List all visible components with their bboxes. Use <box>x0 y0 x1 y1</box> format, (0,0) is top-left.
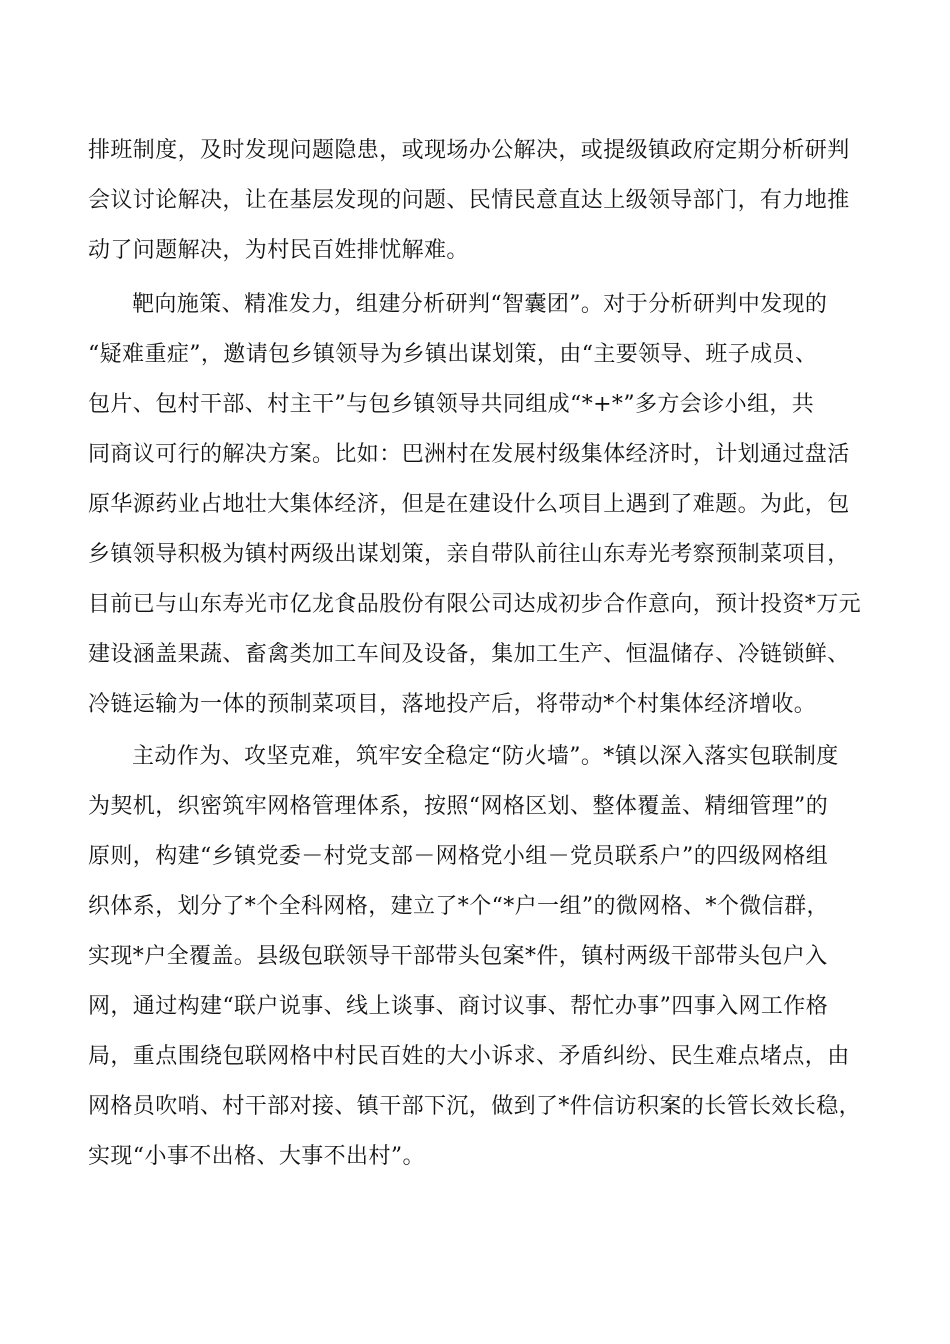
paragraph-2-line-3: 包片、包村干部、村主干”与包乡镇领导共同组成“*+*”多方会诊小组，共 <box>88 392 815 417</box>
paragraph-2-line-1: 靶向施策、精准发力，组建分析研判“智囊团”。对于分析研判中发现的 <box>132 292 828 317</box>
paragraph-1-line-3: 动了问题解决，为村民百姓排忧解难。 <box>88 238 469 263</box>
paragraph-1-line-1: 排班制度，及时发现问题隐患，或现场办公解决，或提级镇政府定期分析研判 <box>88 138 850 163</box>
paragraph-3-line-5: 实现*户全覆盖。县级包联领导干部带头包案*件，镇村两级干部带头包户入 <box>88 944 828 969</box>
paragraph-2-line-7: 目前已与山东寿光市亿龙食品股份有限公司达成初步合作意向，预计投资*万元 <box>88 592 862 617</box>
paragraph-2-line-4: 同商议可行的解决方案。比如：巴洲村在发展村级集体经济时，计划通过盘活 <box>88 442 850 467</box>
paragraph-2-line-8: 建设涵盖果蔬、畜禽类加工车间及设备，集加工生产、恒温储存、冷链锁鲜、 <box>88 642 850 667</box>
paragraph-3-line-2: 为契机，织密筑牢网格管理体系，按照“网格区划、整体覆盖、精细管理”的 <box>88 794 829 819</box>
paragraph-2-line-6: 乡镇领导积极为镇村两级出谋划策，亲自带队前往山东寿光考察预制菜项目， <box>88 542 850 567</box>
paragraph-2-line-9: 冷链运输为一体的预制菜项目，落地投产后，将带动*个村集体经济增收。 <box>88 692 817 717</box>
paragraph-3-line-4: 织体系，划分了*个全科网格，建立了*个“*户一组”的微网格、*个微信群， <box>88 894 829 919</box>
paragraph-3-line-3: 原则，构建“乡镇党委－村党支部－网格党小组－党员联系户”的四级网格组 <box>88 844 829 869</box>
paragraph-3-line-9: 实现“小事不出格、大事不出村”。 <box>88 1144 425 1169</box>
paragraph-2-line-2: “疑难重症”，邀请包乡镇领导为乡镇出谋划策，由“主要领导、班子成员、 <box>88 342 818 367</box>
paragraph-1-line-2: 会议讨论解决，让在基层发现的问题、民情民意直达上级领导部门，有力地推 <box>88 188 850 213</box>
paragraph-3-line-8: 网格员吹哨、村干部对接、镇干部下沉，做到了*件信访积案的长管长效长稳， <box>88 1094 862 1119</box>
paragraph-2-line-5: 原华源药业占地壮大集体经济，但是在建设什么项目上遇到了难题。为此，包 <box>88 492 850 517</box>
paragraph-3-line-7: 局，重点围绕包联网格中村民百姓的大小诉求、矛盾纠纷、民生难点堵点，由 <box>88 1044 850 1069</box>
paragraph-3-line-6: 网，通过构建“联户说事、线上谈事、商讨议事、帮忙办事”四事入网工作格 <box>88 994 829 1019</box>
paragraph-3-line-1: 主动作为、攻坚克难，筑牢安全稳定“防火墙”。*镇以深入落实包联制度 <box>132 744 839 769</box>
